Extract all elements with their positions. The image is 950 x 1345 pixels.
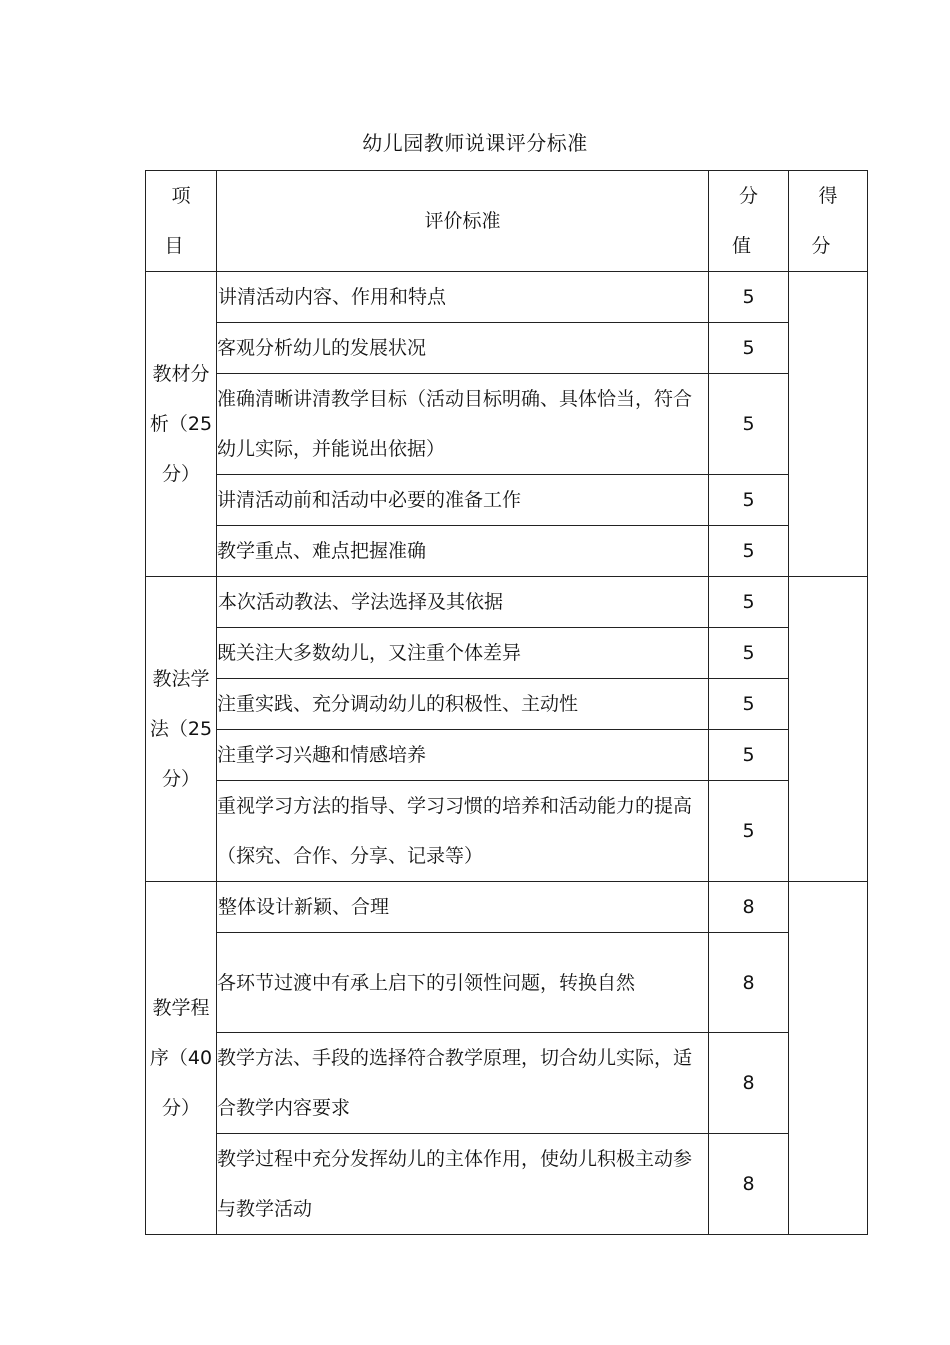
value-cell: 8 xyxy=(709,1033,789,1134)
score-cell[interactable] xyxy=(789,272,868,577)
criterion-cell: 客观分析幼儿的发展状况 xyxy=(217,323,709,374)
value-cell: 8 xyxy=(709,882,789,933)
value-cell: 5 xyxy=(709,577,789,628)
table-row xyxy=(146,272,868,323)
category-cell: 教学程序（40分） xyxy=(146,882,217,1235)
value-cell: 8 xyxy=(709,933,789,1033)
table-row xyxy=(146,679,868,730)
score-cell[interactable] xyxy=(789,577,868,882)
category-cell: 教法学法（25分） xyxy=(146,577,217,882)
criterion-cell: 教学方法、手段的选择符合教学原理，切合幼儿实际，适合教学内容要求 xyxy=(217,1033,709,1134)
table-row xyxy=(146,781,868,882)
criterion-cell: 既关注大多数幼儿，又注重个体差异 xyxy=(217,628,709,679)
criterion-cell: 教学过程中充分发挥幼儿的主体作用，使幼儿积极主动参与教学活动 xyxy=(217,1134,709,1235)
table-row xyxy=(146,1134,868,1235)
criterion-cell: 注重学习兴趣和情感培养 xyxy=(217,730,709,781)
table-row xyxy=(146,882,868,933)
criterion-cell: 准确清晰讲清教学目标（活动目标明确、具体恰当，符合幼儿实际，并能说出依据） xyxy=(217,374,709,475)
criterion-cell: 整体设计新颖、合理 xyxy=(217,882,709,933)
value-cell: 5 xyxy=(709,730,789,781)
criterion-cell: 各环节过渡中有承上启下的引领性问题，转换自然 xyxy=(217,933,709,1033)
table-row xyxy=(146,323,868,374)
category-cell: 教材分析（25分） xyxy=(146,272,217,577)
value-cell: 5 xyxy=(709,475,789,526)
table-row xyxy=(146,475,868,526)
table-row xyxy=(146,577,868,628)
scoring-table xyxy=(145,170,868,1235)
table-header-row xyxy=(146,171,868,272)
page-title: 幼儿园教师说课评分标准 xyxy=(362,131,588,155)
value-cell: 5 xyxy=(709,781,789,882)
criterion-cell: 本次活动教法、学法选择及其依据 xyxy=(217,577,709,628)
table-row xyxy=(146,1033,868,1134)
value-cell: 5 xyxy=(709,272,789,323)
criterion-cell: 讲清活动内容、作用和特点 xyxy=(217,272,709,323)
value-cell: 5 xyxy=(709,323,789,374)
value-cell: 5 xyxy=(709,374,789,475)
value-cell: 5 xyxy=(709,679,789,730)
table-row xyxy=(146,628,868,679)
header-item: 项 目 xyxy=(146,171,217,272)
score-cell[interactable] xyxy=(789,882,868,1235)
table-row xyxy=(146,526,868,577)
header-value: 分 值 xyxy=(709,171,789,272)
criterion-cell: 注重实践、充分调动幼儿的积极性、主动性 xyxy=(217,679,709,730)
table-row xyxy=(146,730,868,781)
criterion-cell: 讲清活动前和活动中必要的准备工作 xyxy=(217,475,709,526)
header-score: 得 分 xyxy=(789,171,868,272)
table-row xyxy=(146,933,868,1033)
value-cell: 5 xyxy=(709,628,789,679)
header-criteria: 评价标准 xyxy=(217,171,709,272)
value-cell: 8 xyxy=(709,1134,789,1235)
table-row xyxy=(146,374,868,475)
criterion-cell: 重视学习方法的指导、学习习惯的培养和活动能力的提高（探究、合作、分享、记录等） xyxy=(217,781,709,882)
value-cell: 5 xyxy=(709,526,789,577)
criterion-cell: 教学重点、难点把握准确 xyxy=(217,526,709,577)
